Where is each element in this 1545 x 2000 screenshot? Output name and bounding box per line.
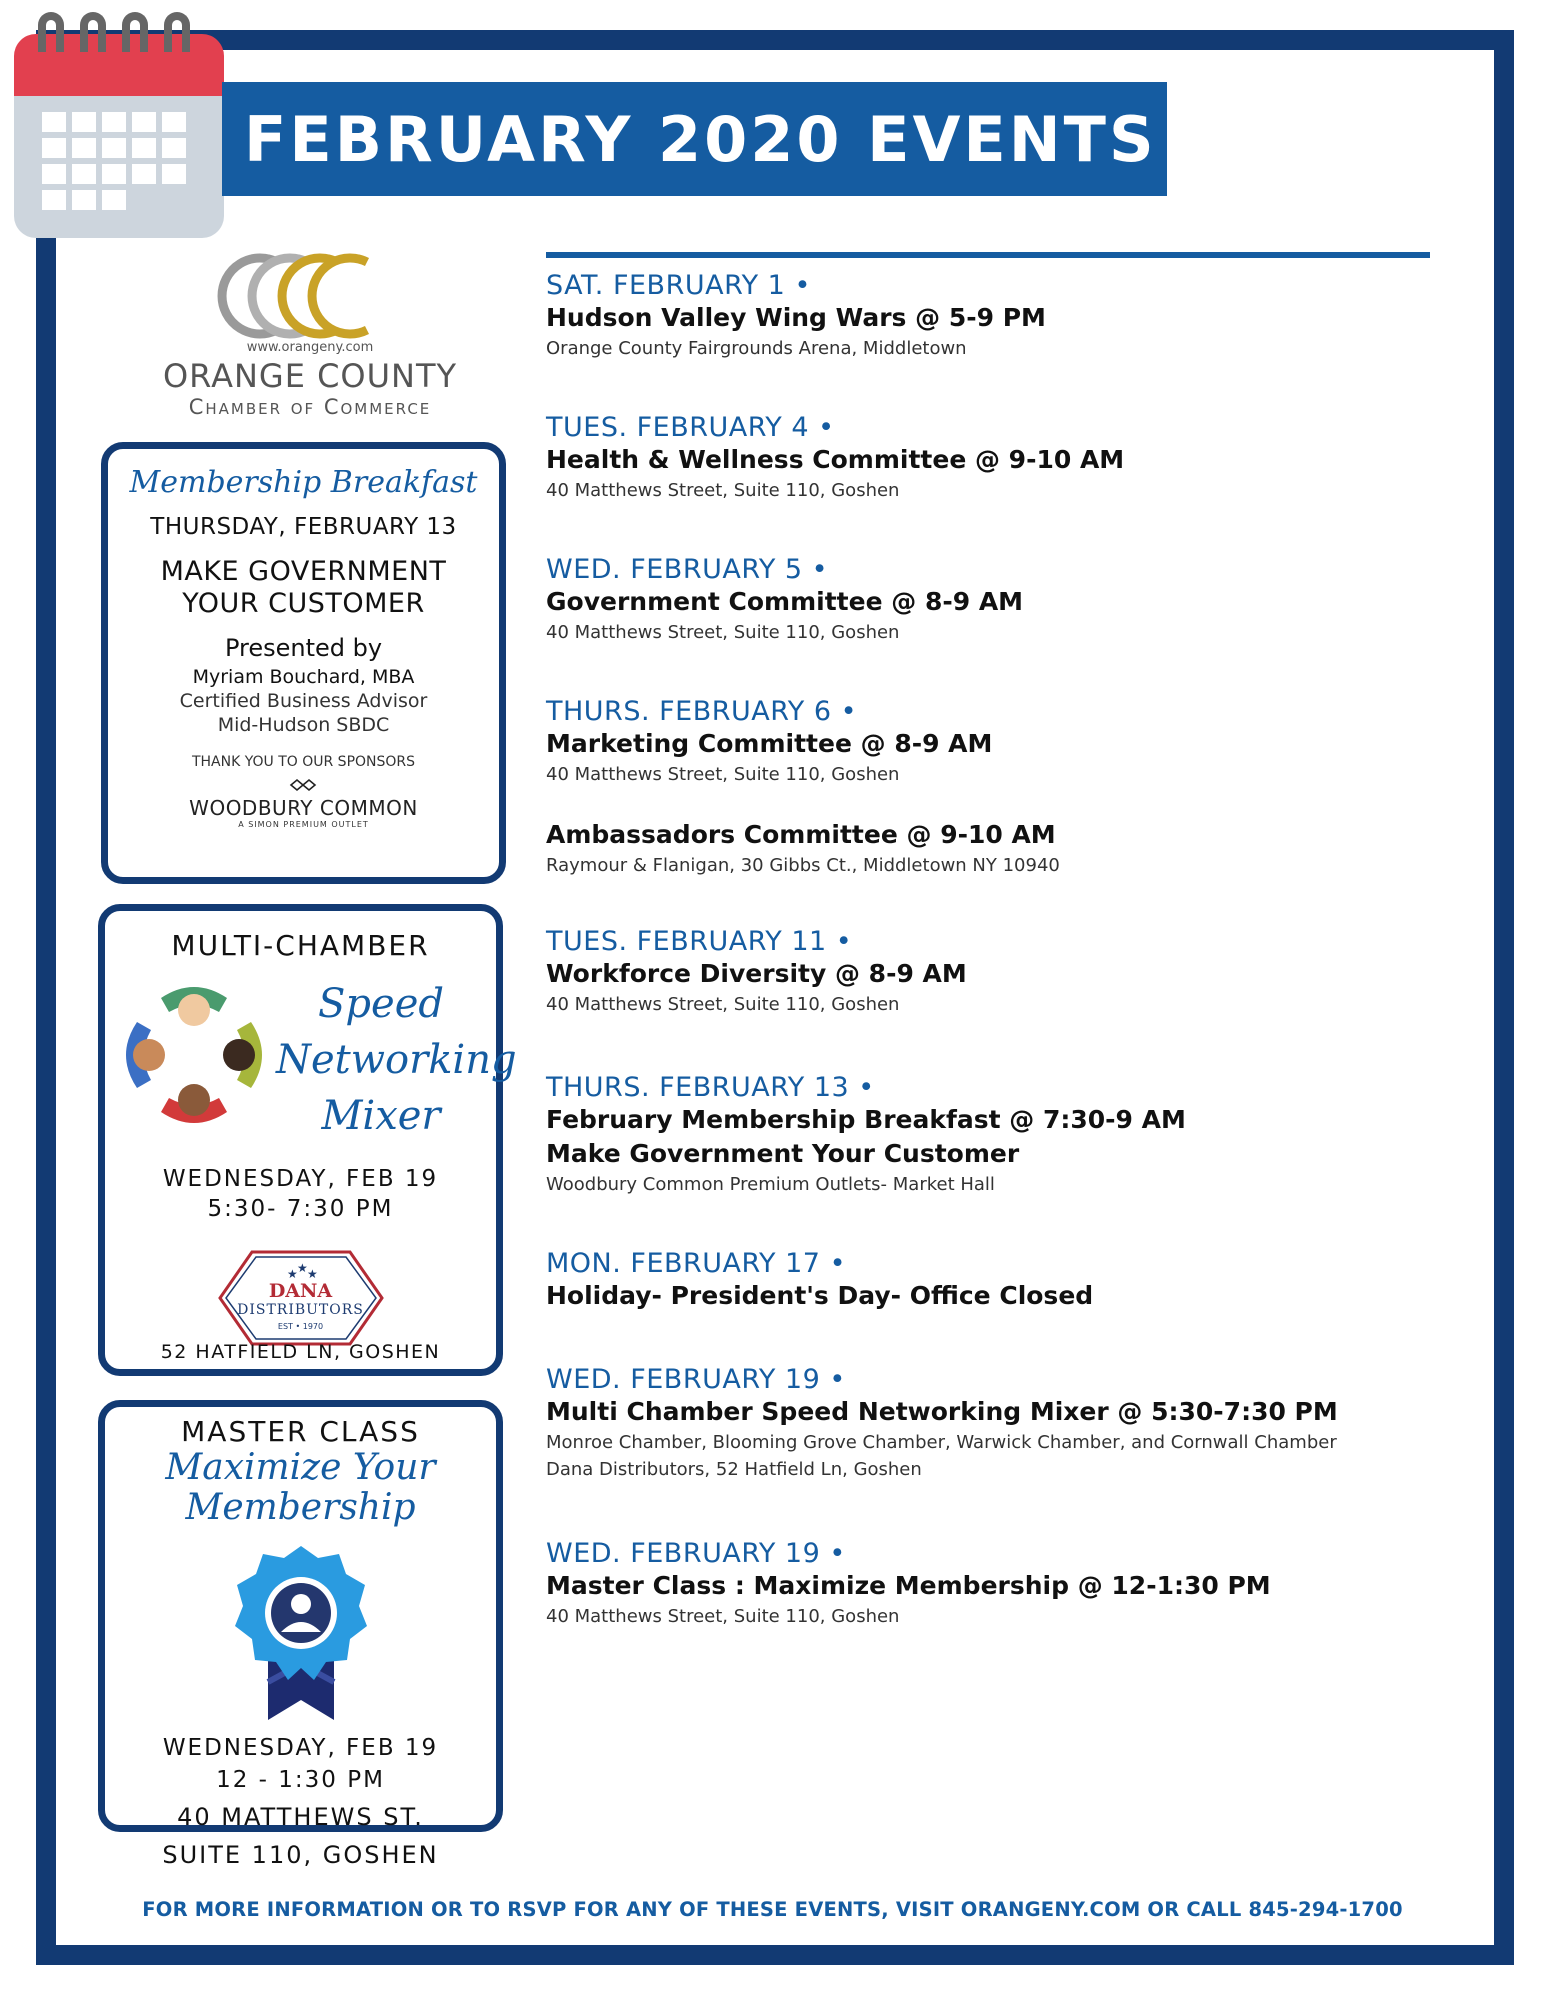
mixer-art [105, 966, 517, 1146]
breakfast-script-title: Membership Breakfast [129, 465, 478, 500]
event-location: Woodbury Common Premium Outlets- Market Hall [546, 1174, 995, 1195]
dana-logo-est-year: 1970 [302, 1322, 324, 1331]
event-title: Multi Chamber Speed Networking Mixer @ 5:30-7:30 PM [546, 1397, 1338, 1426]
masterclass-address-1: 40 MATTHEWS ST. [177, 1803, 424, 1831]
event-item [546, 1248, 1466, 1313]
mixer-address: 52 HATFIELD LN, GOSHEN [160, 1341, 441, 1363]
breakfast-presented-by: Presented by [224, 634, 383, 662]
event-date: WED. FEBRUARY 5 • [546, 554, 829, 585]
footer-rsvp-note: FOR MORE INFORMATION OR TO RSVP FOR ANY OF THESE EVENTS, VISIT ORANGENY.COM OR CALL 845-294-1700 [142, 1898, 1403, 1921]
event-date: WED. FEBRUARY 19 • [546, 1538, 846, 1569]
events-divider [546, 252, 1430, 258]
masterclass-card [98, 1400, 503, 1869]
logo-name: ORANGE COUNTY [162, 357, 458, 395]
networking-people-icon [119, 980, 269, 1130]
logo-url: www.orangeny.com [246, 340, 374, 355]
event-date: TUES. FEBRUARY 11 • [546, 926, 853, 957]
mixer-heading: MULTI-CHAMBER [171, 929, 430, 962]
event-date: SAT. FEBRUARY 1 • [546, 270, 811, 301]
event-item [546, 554, 1466, 646]
breakfast-headline-1: MAKE GOVERNMENT [160, 556, 447, 587]
event-location: 40 Matthews Street, Suite 110, Goshen [546, 994, 900, 1015]
sponsor-woodbury-sub: A SIMON PREMIUM OUTLET [238, 820, 369, 829]
event-title: Holiday- President's Day- Office Closed [546, 1281, 1094, 1310]
event-title: Government Committee @ 8-9 AM [546, 587, 1024, 616]
dana-logo-est-label: EST [277, 1322, 293, 1331]
event-location: 40 Matthews Street, Suite 110, Goshen [546, 622, 900, 643]
event-date: MON. FEBRUARY 17 • [546, 1248, 846, 1279]
mixer-script-3: Mixer [321, 1093, 441, 1139]
mixer-card [98, 904, 517, 1376]
event-location: 40 Matthews Street, Suite 110, Goshen [546, 1606, 900, 1627]
masterclass-date: WEDNESDAY, FEB 19 [162, 1735, 439, 1761]
woodbury-logo-icon [289, 778, 319, 792]
breakfast-sponsor-thanks: THANK YOU TO OUR SPONSORS [191, 754, 416, 770]
dana-logo-word-2: DISTRIBUTORS [237, 1302, 364, 1318]
breakfast-date: THURSDAY, FEBRUARY 13 [150, 514, 457, 540]
breakfast-headline-2: YOUR CUSTOMER [182, 588, 425, 619]
mixer-date: WEDNESDAY, FEB 19 [162, 1166, 439, 1192]
masterclass-heading: MASTER CLASS [181, 1415, 420, 1448]
event-item [546, 818, 1466, 879]
event-location: Orange County Fairgrounds Arena, Middletown [546, 338, 967, 359]
sponsor-woodbury: WOODBURY COMMON [189, 796, 418, 820]
mixer-script [276, 976, 517, 1144]
dana-logo-est: EST • 1970 [277, 1322, 324, 1331]
event-item [546, 1364, 1466, 1483]
event-subtitle: Make Government Your Customer [546, 1139, 1020, 1168]
masterclass-time: 12 - 1:30 PM [216, 1767, 385, 1793]
masterclass-script-2: Membership [185, 1487, 416, 1528]
masterclass-script-1: Maximize Your [165, 1447, 436, 1488]
breakfast-presenter-title: Certified Business Advisor [179, 690, 428, 712]
masterclass-address-2: SUITE 110, GOSHEN [162, 1841, 439, 1869]
event-title: Workforce Diversity @ 8-9 AM [546, 959, 967, 988]
event-location: 40 Matthews Street, Suite 110, Goshen [546, 764, 900, 785]
mixer-script-1: Speed [318, 981, 444, 1027]
breakfast-presenter: Myriam Bouchard, MBA [192, 666, 415, 688]
event-item [546, 926, 1466, 1018]
event-date: THURS. FEBRUARY 6 • [546, 696, 858, 727]
event-item [546, 1072, 1466, 1198]
event-title: February Membership Breakfast @ 7:30-9 AM [546, 1105, 1186, 1134]
page-title: FEBRUARY 2020 EVENTS [222, 82, 1167, 196]
event-date: WED. FEBRUARY 19 • [546, 1364, 846, 1395]
dana-logo-word-1: DANA [268, 1280, 333, 1302]
breakfast-presenter-org: Mid-Hudson SBDC [217, 714, 390, 736]
event-title: Ambassadors Committee @ 9-10 AM [546, 820, 1056, 849]
mixer-time: 5:30- 7:30 PM [207, 1196, 394, 1222]
event-item [546, 1538, 1466, 1630]
event-location: Raymour & Flanigan, 30 Gibbs Ct., Middletown NY 10940 [546, 855, 1060, 876]
member-badge-icon [226, 1542, 376, 1722]
event-item [546, 270, 1466, 362]
breakfast-card [101, 442, 506, 884]
event-location: Monroe Chamber, Blooming Grove Chamber, Warwick Chamber, and Cornwall Chamber [546, 1432, 1337, 1453]
logo-subtitle: Chamber of Commerce [188, 395, 432, 419]
event-title: Marketing Committee @ 8-9 AM [546, 729, 993, 758]
svg-text:★: ★ [306, 1267, 318, 1281]
svg-text:★: ★ [296, 1261, 308, 1275]
event-location: 40 Matthews Street, Suite 110, Goshen [546, 480, 900, 501]
event-date: THURS. FEBRUARY 13 • [546, 1072, 875, 1103]
event-item [546, 412, 1466, 504]
event-title: Health & Wellness Committee @ 9-10 AM [546, 445, 1125, 474]
event-title: Master Class : Maximize Membership @ 12-1:30 PM [546, 1571, 1271, 1600]
mixer-script-2: Networking [276, 1037, 517, 1083]
event-item [546, 696, 1466, 788]
event-date: TUES. FEBRUARY 4 • [546, 412, 835, 443]
event-location-2: Dana Distributors, 52 Hatfield Ln, Goshen [546, 1459, 922, 1480]
chamber-logo-mark [215, 250, 405, 342]
calendar-icon [14, 12, 224, 238]
chamber-logo [140, 250, 480, 430]
event-title: Hudson Valley Wing Wars @ 5-9 PM [546, 303, 1046, 332]
svg-text:★: ★ [286, 1267, 298, 1281]
dana-distributors-logo [216, 1248, 386, 1348]
